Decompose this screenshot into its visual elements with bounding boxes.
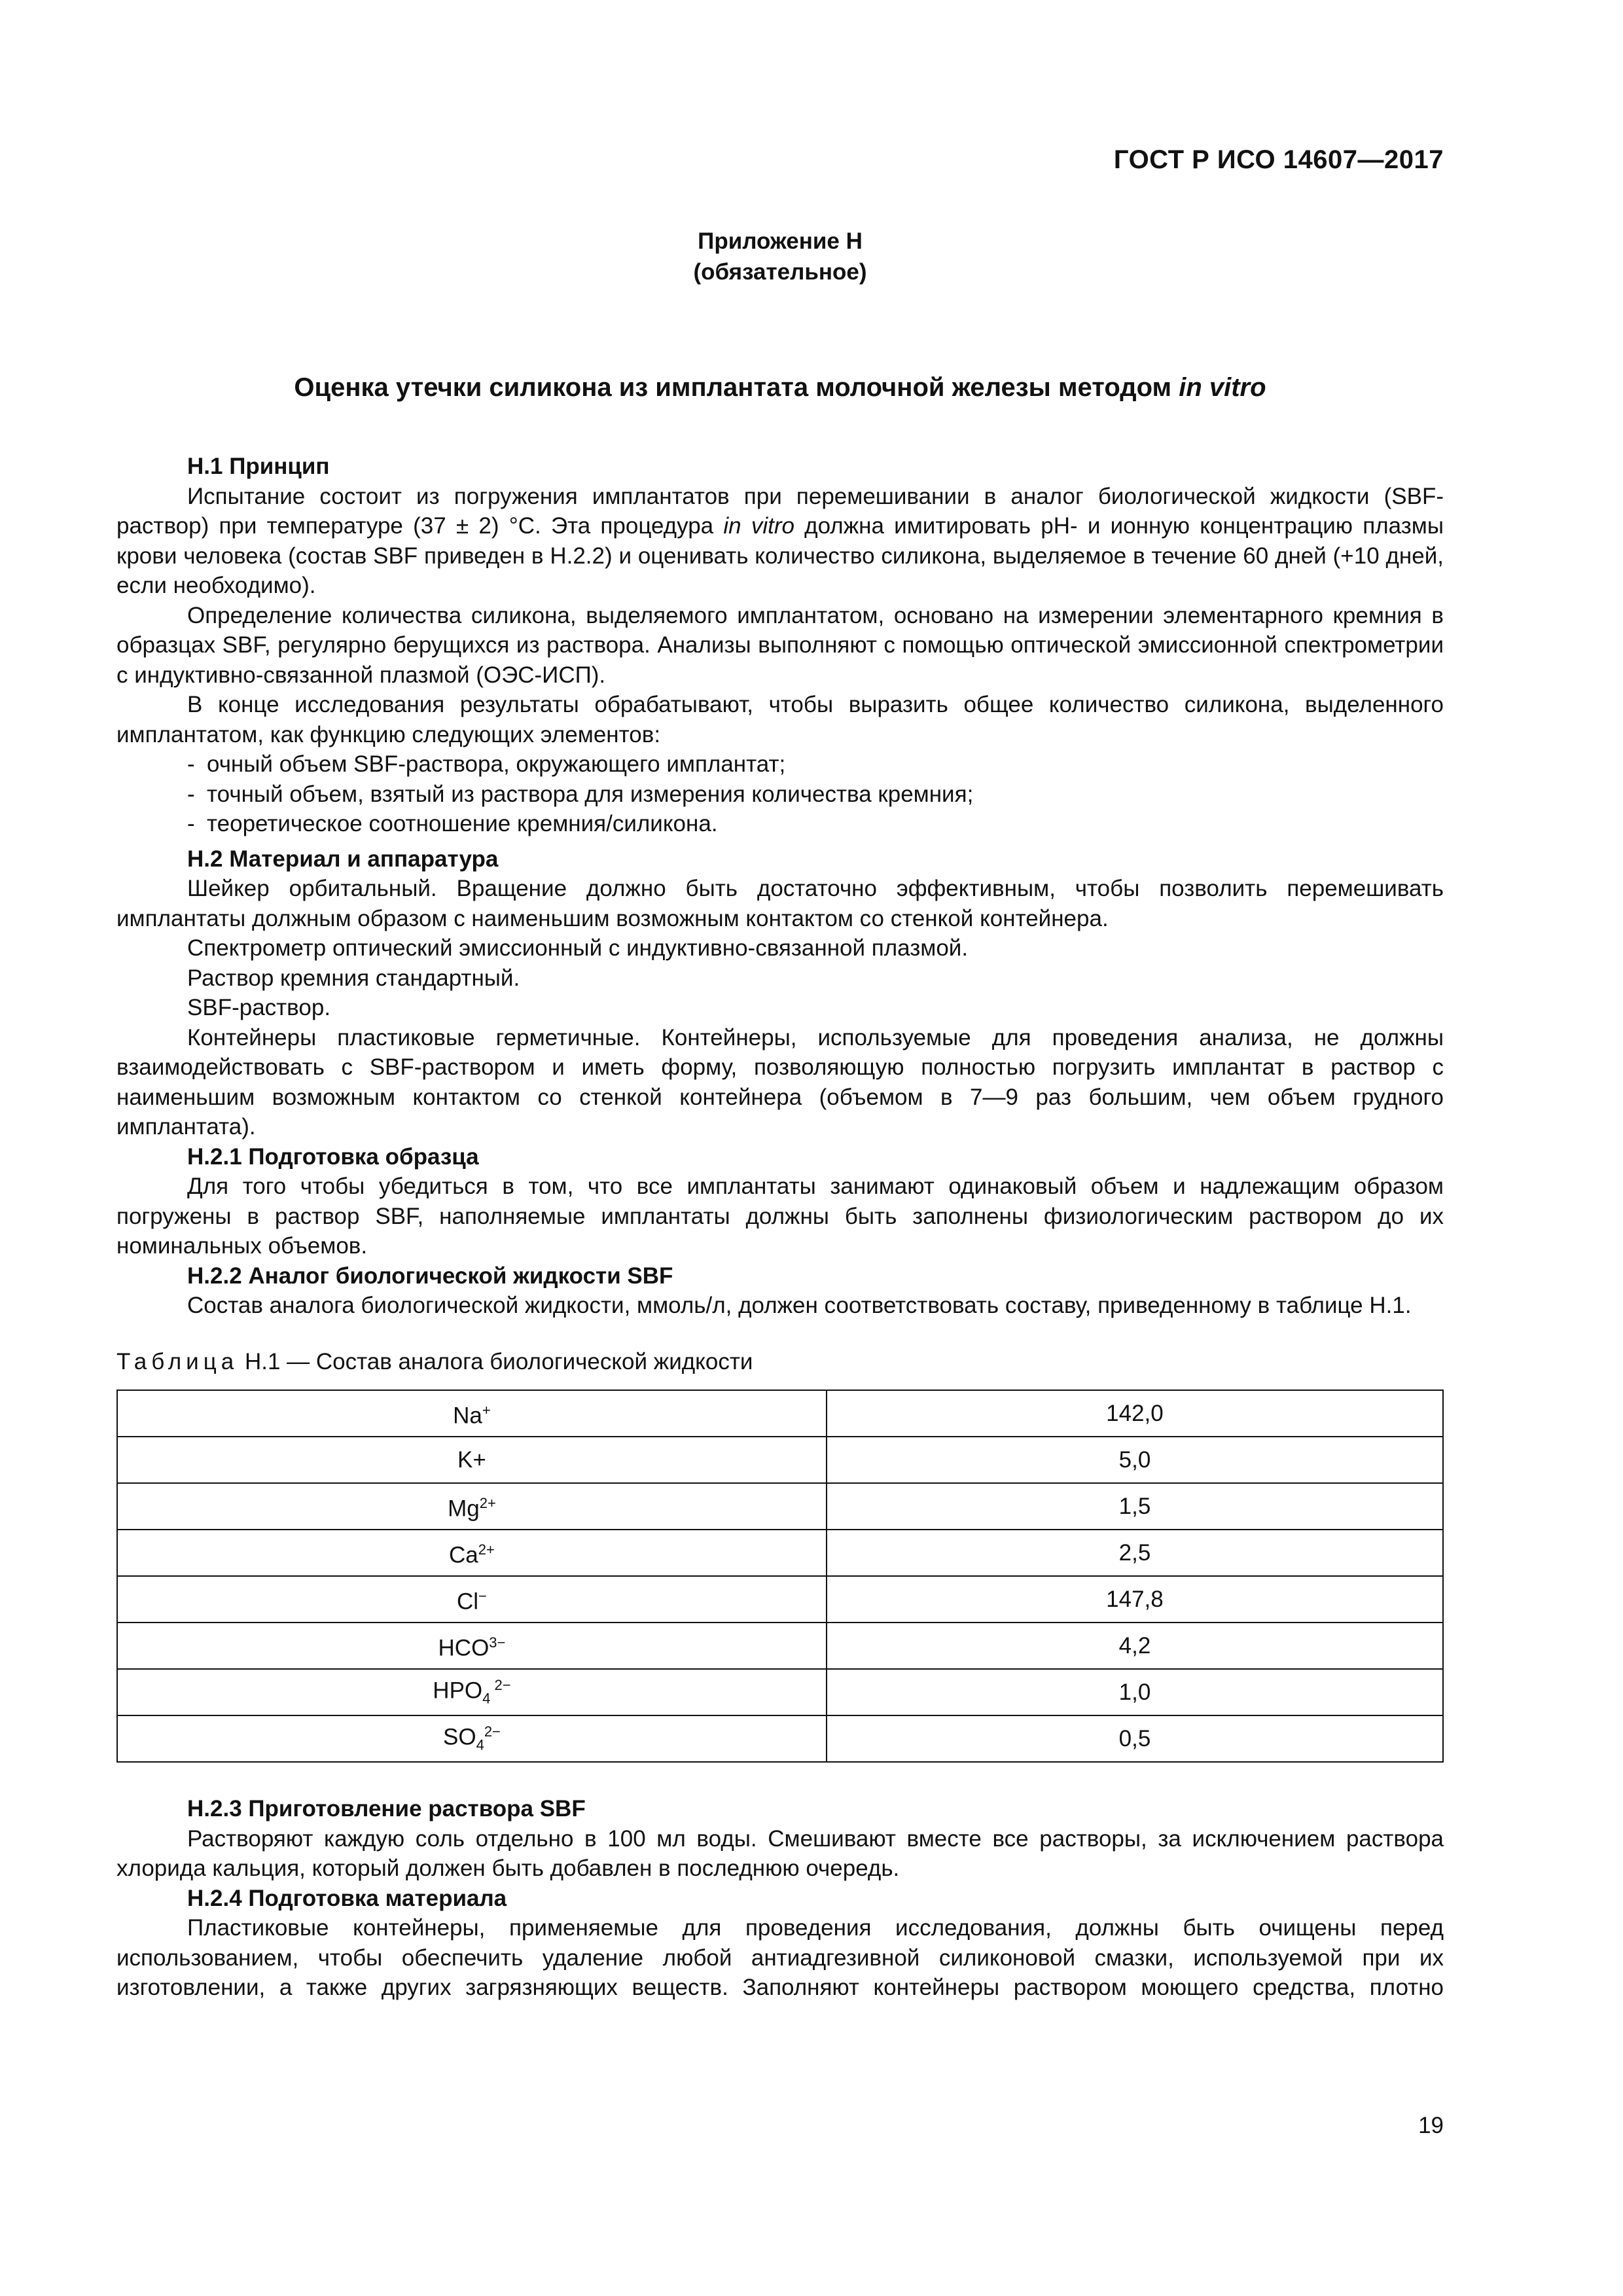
paragraph: Состав аналога биологической жидкости, ммоль/л, должен соответствовать составу, приведенному в таблице Н.1. (187, 1293, 1412, 1318)
section-heading-h1: Н.1 Принцип (187, 454, 330, 479)
composition-table (116, 1390, 1444, 1763)
ion-cell: $SO_4^{2-}$ (117, 1715, 827, 1762)
concentration-cell: 147,8 (827, 1576, 1443, 1623)
section-heading-h24: Н.2.4 Подготовка материала (187, 1885, 507, 1911)
concentration-cell: 5,0 (827, 1437, 1443, 1483)
concentration-cell: 2,5 (827, 1530, 1443, 1576)
table-row (117, 1623, 1443, 1669)
list-item: - очный объем SBF-раствора, окружающего имплантат; (187, 751, 786, 777)
concentration-cell: 4,2 (827, 1623, 1443, 1669)
paragraph: Раствор кремния стандартный. (187, 965, 520, 991)
paragraph: Спектрометр оптический эмиссионный с индуктивно-связанной плазмой. (187, 935, 969, 961)
section-heading-h21: Н.2.1 Подготовка образца (187, 1143, 479, 1170)
paragraph: Для того чтобы убедиться в том, что все имплантаты занимают одинаковый объем и надлежащим образом погружены в раствор SBF, наполняемые имплантаты должны быть заполнены физиологическим раствором до их номинальных объемов. (116, 1174, 1444, 1259)
list-item: - точный объем, взятый из раствора для измерения количества кремния; (187, 781, 974, 807)
ion-cell: $Ca^{2+}$ (117, 1530, 827, 1576)
paragraph: Контейнеры пластиковые герметичные. Контейнеры, используемые для проведения анализа, не должны взаимодействовать с SBF-раствором и иметь форму, позволяющую полностью погрузить имплантат в раствор с наименьшим возможным контактом со стенкой контейнера (объемом в 7—9 раз большим, чем объем грудного имплантата). (116, 1024, 1444, 1139)
ion-cell: $HPO_4$ $^{2-}$ (117, 1669, 827, 1715)
table-row (117, 1715, 1443, 1762)
ion-cell: Na+ (117, 1390, 827, 1437)
page-number: 19 (1418, 2113, 1444, 2138)
ion-cell: K+ (117, 1437, 827, 1483)
ion-cell: $HCO^{3-}$ (117, 1623, 827, 1669)
paragraph: Растворяют каждую соль отдельно в 100 мл воды. Смешивают вместе все растворы, за исключением раствора хлорида кальция, который должен быть добавлен в последнюю очередь. (116, 1825, 1444, 1881)
table-row (117, 1530, 1443, 1576)
table-row (117, 1669, 1443, 1715)
section-heading-h23: Н.2.3 Приготовление раствора SBF (187, 1796, 586, 1821)
document-body (116, 452, 1444, 2003)
paragraph: SBF-раствор. (187, 995, 331, 1020)
concentration-cell: 142,0 (827, 1390, 1443, 1437)
paragraph: Испытание состоит из погружения имплантатов при перемешивании в аналог биологической жидкости (SBF-раствор) при температуре (37 ± 2) °С. Эта процедура in vitro должна имитировать рН- и ионную концентрацию плазмы крови человека (состав SBF приведен в Н.2.2) и оценивать количество силикона, выделяемое в течение 60 дней (+10 дней, если необходимо). (116, 483, 1444, 598)
paragraph: Пластиковые контейнеры, применяемые для проведения исследования, должны быть очищены перед использованием, чтобы обеспечить удаление любой антиадгезивной силиконовой смазки, используемой при их изготовлении, а также других загрязняющих веществ. Заполняют контейнеры раствором моющего средства, плотно (116, 1915, 1444, 2000)
annex-heading (116, 226, 1444, 287)
ion-cell: Cl− (117, 1576, 827, 1623)
section-heading-h22: Н.2.2 Аналог биологической жидкости SBF (187, 1263, 673, 1289)
document-title (116, 373, 1444, 403)
concentration-cell: 1,0 (827, 1669, 1443, 1715)
title-italic: in vitro (1179, 373, 1266, 402)
table-row (117, 1483, 1443, 1530)
standard-code: ГОСТ Р ИСО 14607—2017 (1113, 145, 1444, 174)
table-caption: Таблица Н.1 — Состав аналога биологической жидкости (116, 1348, 753, 1374)
table-row (117, 1437, 1443, 1483)
paragraph: Определение количества силикона, выделяемого имплантатом, основано на измерении элементарного кремния в образцах SBF, регулярно берущихся из раствора. Анализы выполняют с помощью оптической эмиссионной спектрометрии с индуктивно-связанной плазмой (ОЭС-ИСП). (116, 602, 1444, 688)
table-row (117, 1576, 1443, 1623)
title-main: Оценка утечки силикона из имплантата молочной железы методом (294, 373, 1179, 402)
list-item: - теоретическое соотношение кремния/силикона. (187, 811, 718, 836)
concentration-cell: 0,5 (827, 1715, 1443, 1762)
table-row (117, 1390, 1443, 1437)
ion-cell: $Mg^{2+}$ (117, 1483, 827, 1530)
paragraph: В конце исследования результаты обрабатывают, чтобы выразить общее количество силикона, выделенного имплантатом, как функцию следующих элементов: (116, 692, 1444, 747)
annex-status: (обязательное) (693, 259, 867, 285)
concentration-cell: 1,5 (827, 1483, 1443, 1530)
section-heading-h2: Н.2 Материал и аппаратура (187, 846, 499, 872)
paragraph: Шейкер орбитальный. Вращение должно быть достаточно эффективным, чтобы позволить перемешивать имплантаты должным образом с наименьшим возможным контактом со стенкой контейнера. (116, 876, 1444, 931)
annex-title: Приложение Н (698, 228, 863, 254)
